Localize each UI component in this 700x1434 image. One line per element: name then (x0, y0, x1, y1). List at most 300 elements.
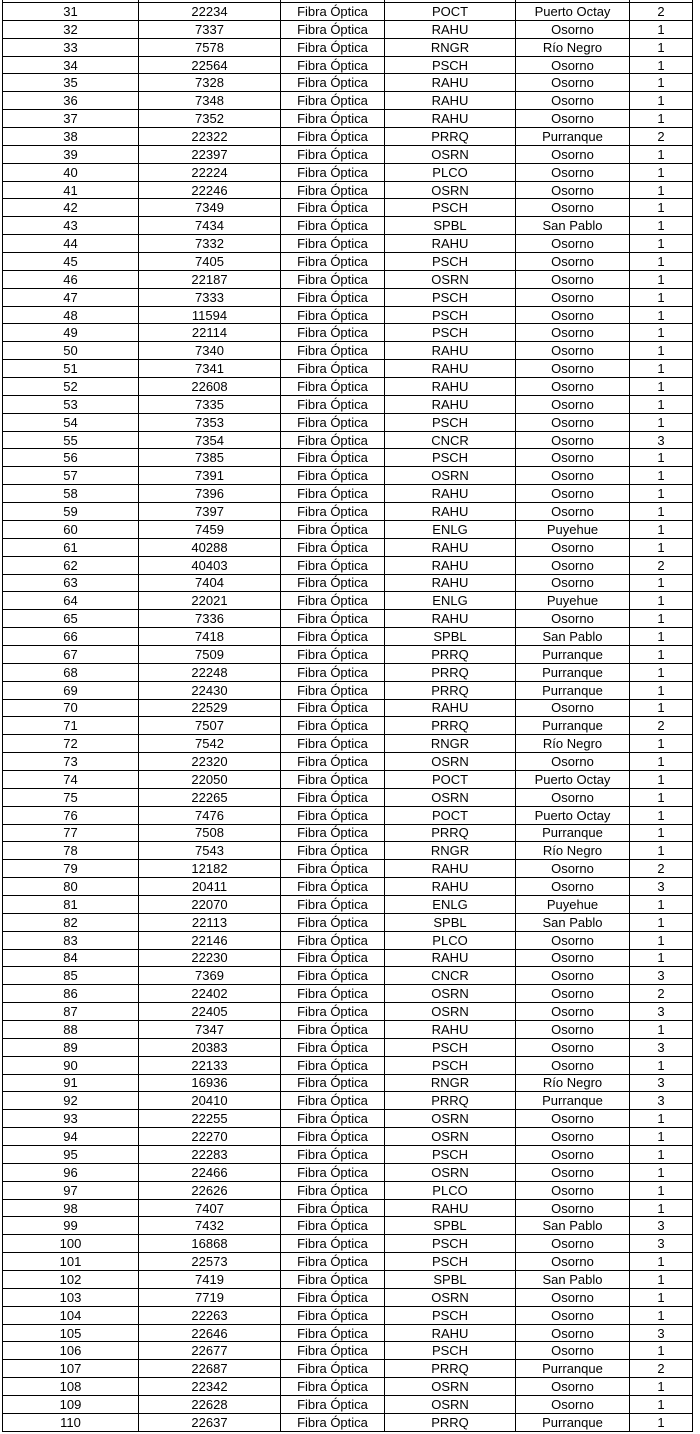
row-number-cell: 95 (3, 1146, 139, 1164)
table-row (3, 717, 693, 735)
tipo-cell: Fibra Óptica (281, 592, 385, 610)
row-number-cell: 42 (3, 199, 139, 217)
codigo-cell: RAHU (385, 860, 516, 878)
id-cell: 7419 (139, 1271, 281, 1289)
cantidad-cell: 1 (630, 1271, 693, 1289)
cantidad-cell: 1 (630, 57, 693, 75)
row-number-cell: 68 (3, 664, 139, 682)
cantidad-cell: 3 (630, 1003, 693, 1021)
id-cell: 7578 (139, 39, 281, 57)
id-cell: 7397 (139, 503, 281, 521)
id-cell: 22529 (139, 700, 281, 718)
table-row (3, 1396, 693, 1414)
tipo-cell: Fibra Óptica (281, 646, 385, 664)
id-cell: 7332 (139, 235, 281, 253)
row-number-cell: 69 (3, 682, 139, 700)
codigo-cell: PSCH (385, 1057, 516, 1075)
table-row (3, 39, 693, 57)
table-row (3, 700, 693, 718)
id-cell: 7369 (139, 967, 281, 985)
id-cell: 7542 (139, 735, 281, 753)
codigo-cell: RAHU (385, 1325, 516, 1343)
comuna-cell: Osorno (516, 289, 630, 307)
table-row (3, 860, 693, 878)
tipo-cell: Fibra Óptica (281, 271, 385, 289)
comuna-cell: Purranque (516, 128, 630, 146)
cantidad-cell: 1 (630, 771, 693, 789)
comuna-cell: Osorno (516, 539, 630, 557)
cantidad-cell: 1 (630, 1396, 693, 1414)
tipo-cell: Fibra Óptica (281, 253, 385, 271)
id-cell: 7507 (139, 717, 281, 735)
cantidad-cell: 1 (630, 74, 693, 92)
id-cell: 40403 (139, 557, 281, 575)
tipo-cell: Fibra Óptica (281, 575, 385, 593)
id-cell: 22608 (139, 378, 281, 396)
cantidad-cell: 1 (630, 182, 693, 200)
row-number-cell: 38 (3, 128, 139, 146)
tipo-cell: Fibra Óptica (281, 307, 385, 325)
codigo-cell: POCT (385, 771, 516, 789)
cantidad-cell: 1 (630, 1182, 693, 1200)
codigo-cell: PSCH (385, 1235, 516, 1253)
id-cell: 7335 (139, 396, 281, 414)
table-row (3, 57, 693, 75)
codigo-cell: POCT (385, 807, 516, 825)
row-number-cell: 66 (3, 628, 139, 646)
id-cell: 22133 (139, 1057, 281, 1075)
comuna-cell: Puyehue (516, 521, 630, 539)
codigo-cell: RAHU (385, 878, 516, 896)
id-cell: 22320 (139, 753, 281, 771)
codigo-cell: CNCR (385, 432, 516, 450)
comuna-cell: Osorno (516, 878, 630, 896)
id-cell: 22573 (139, 1253, 281, 1271)
id-cell: 22248 (139, 664, 281, 682)
codigo-cell: PSCH (385, 307, 516, 325)
comuna-cell: Purranque (516, 825, 630, 843)
codigo-cell: PRRQ (385, 128, 516, 146)
row-number-cell: 33 (3, 39, 139, 57)
codigo-cell: PLCO (385, 164, 516, 182)
id-cell: 22234 (139, 3, 281, 21)
comuna-cell: Osorno (516, 146, 630, 164)
row-number-cell: 109 (3, 1396, 139, 1414)
tipo-cell: Fibra Óptica (281, 199, 385, 217)
cantidad-cell: 3 (630, 1092, 693, 1110)
table-cell (385, 0, 516, 2)
table-row (3, 1414, 693, 1432)
comuna-cell: Osorno (516, 1039, 630, 1057)
tipo-cell: Fibra Óptica (281, 628, 385, 646)
codigo-cell: CNCR (385, 967, 516, 985)
table-row (3, 1360, 693, 1378)
id-cell: 22070 (139, 896, 281, 914)
table-row (3, 1200, 693, 1218)
id-cell: 22628 (139, 1396, 281, 1414)
row-number-cell: 62 (3, 557, 139, 575)
row-number-cell: 97 (3, 1182, 139, 1200)
row-number-cell: 56 (3, 449, 139, 467)
table-row (3, 1271, 693, 1289)
id-cell: 16868 (139, 1235, 281, 1253)
table-row (3, 646, 693, 664)
cantidad-cell: 3 (630, 1075, 693, 1093)
comuna-cell: Osorno (516, 235, 630, 253)
row-number-cell: 84 (3, 950, 139, 968)
table-row (3, 1021, 693, 1039)
codigo-cell: SPBL (385, 1217, 516, 1235)
tipo-cell: Fibra Óptica (281, 1271, 385, 1289)
table-row (3, 3, 693, 21)
codigo-cell: RAHU (385, 610, 516, 628)
comuna-cell: San Pablo (516, 914, 630, 932)
codigo-cell: OSRN (385, 1128, 516, 1146)
codigo-cell: PSCH (385, 1039, 516, 1057)
comuna-cell: Osorno (516, 324, 630, 342)
comuna-cell: Osorno (516, 1289, 630, 1307)
cantidad-cell: 1 (630, 1128, 693, 1146)
id-cell: 22246 (139, 182, 281, 200)
table-cell (281, 0, 385, 2)
row-number-cell: 91 (3, 1075, 139, 1093)
id-cell: 20411 (139, 878, 281, 896)
table-row (3, 1039, 693, 1057)
codigo-cell: PSCH (385, 199, 516, 217)
id-cell: 7336 (139, 610, 281, 628)
tipo-cell: Fibra Óptica (281, 1396, 385, 1414)
cantidad-cell: 1 (630, 1342, 693, 1360)
id-cell: 22677 (139, 1342, 281, 1360)
cantidad-cell: 1 (630, 950, 693, 968)
table-row (3, 771, 693, 789)
cantidad-cell: 1 (630, 646, 693, 664)
codigo-cell: PLCO (385, 1182, 516, 1200)
cantidad-cell: 1 (630, 842, 693, 860)
tipo-cell: Fibra Óptica (281, 146, 385, 164)
row-number-cell: 52 (3, 378, 139, 396)
id-cell: 7354 (139, 432, 281, 450)
codigo-cell: RAHU (385, 378, 516, 396)
table-row (3, 467, 693, 485)
id-cell: 22187 (139, 271, 281, 289)
row-number-cell: 51 (3, 360, 139, 378)
table-row (3, 1092, 693, 1110)
table-row (3, 289, 693, 307)
table-row (3, 557, 693, 575)
codigo-cell: PSCH (385, 1253, 516, 1271)
row-number-cell: 47 (3, 289, 139, 307)
table-row (3, 735, 693, 753)
tipo-cell: Fibra Óptica (281, 39, 385, 57)
comuna-cell: Purranque (516, 682, 630, 700)
table-row (3, 682, 693, 700)
row-number-cell: 39 (3, 146, 139, 164)
row-number-cell: 36 (3, 92, 139, 110)
tipo-cell: Fibra Óptica (281, 485, 385, 503)
row-number-cell: 81 (3, 896, 139, 914)
table-row (3, 1003, 693, 1021)
cantidad-cell: 2 (630, 860, 693, 878)
tipo-cell: Fibra Óptica (281, 1128, 385, 1146)
row-number-cell: 46 (3, 271, 139, 289)
tipo-cell: Fibra Óptica (281, 217, 385, 235)
tipo-cell: Fibra Óptica (281, 789, 385, 807)
id-cell: 7349 (139, 199, 281, 217)
id-cell: 22430 (139, 682, 281, 700)
id-cell: 22146 (139, 932, 281, 950)
table-row (3, 1342, 693, 1360)
comuna-cell: Puerto Octay (516, 807, 630, 825)
codigo-cell: RAHU (385, 485, 516, 503)
cantidad-cell: 1 (630, 1164, 693, 1182)
comuna-cell: Osorno (516, 1057, 630, 1075)
row-number-cell: 49 (3, 324, 139, 342)
codigo-cell: RAHU (385, 92, 516, 110)
table-row (3, 485, 693, 503)
table-row (3, 521, 693, 539)
id-cell: 7719 (139, 1289, 281, 1307)
row-number-cell: 108 (3, 1378, 139, 1396)
cantidad-cell: 1 (630, 914, 693, 932)
tipo-cell: Fibra Óptica (281, 1003, 385, 1021)
table-row (3, 1289, 693, 1307)
row-number-cell: 83 (3, 932, 139, 950)
id-cell: 20383 (139, 1039, 281, 1057)
tipo-cell: Fibra Óptica (281, 128, 385, 146)
tipo-cell: Fibra Óptica (281, 1378, 385, 1396)
comuna-cell: San Pablo (516, 1217, 630, 1235)
comuna-cell: Osorno (516, 1200, 630, 1218)
row-number-cell: 79 (3, 860, 139, 878)
row-number-cell: 76 (3, 807, 139, 825)
row-number-cell: 50 (3, 342, 139, 360)
codigo-cell: PRRQ (385, 664, 516, 682)
cantidad-cell: 1 (630, 467, 693, 485)
row-number-cell: 67 (3, 646, 139, 664)
table-row (3, 575, 693, 593)
tipo-cell: Fibra Óptica (281, 521, 385, 539)
tipo-cell: Fibra Óptica (281, 1414, 385, 1432)
cantidad-cell: 1 (630, 1253, 693, 1271)
tipo-cell: Fibra Óptica (281, 735, 385, 753)
cantidad-cell: 1 (630, 1057, 693, 1075)
cantidad-cell: 1 (630, 396, 693, 414)
table-row (3, 664, 693, 682)
row-number-cell: 35 (3, 74, 139, 92)
codigo-cell: RAHU (385, 539, 516, 557)
cantidad-cell: 1 (630, 164, 693, 182)
table-row (3, 307, 693, 325)
comuna-cell: Osorno (516, 1146, 630, 1164)
table-row (3, 449, 693, 467)
row-number-cell: 45 (3, 253, 139, 271)
cantidad-cell: 1 (630, 39, 693, 57)
cantidad-cell: 2 (630, 1360, 693, 1378)
codigo-cell: RAHU (385, 342, 516, 360)
comuna-cell: Osorno (516, 753, 630, 771)
comuna-cell: Osorno (516, 182, 630, 200)
table-row (3, 1057, 693, 1075)
table-row (3, 271, 693, 289)
cantidad-cell: 3 (630, 878, 693, 896)
tipo-cell: Fibra Óptica (281, 950, 385, 968)
table-row (3, 842, 693, 860)
comuna-cell: San Pablo (516, 628, 630, 646)
table-row (3, 1182, 693, 1200)
codigo-cell: RNGR (385, 1075, 516, 1093)
row-number-cell: 74 (3, 771, 139, 789)
codigo-cell: RAHU (385, 235, 516, 253)
codigo-cell: SPBL (385, 217, 516, 235)
tipo-cell: Fibra Óptica (281, 1325, 385, 1343)
codigo-cell: SPBL (385, 914, 516, 932)
cantidad-cell: 1 (630, 825, 693, 843)
codigo-cell: PSCH (385, 57, 516, 75)
table-row (3, 1307, 693, 1325)
cantidad-cell: 1 (630, 682, 693, 700)
id-cell: 22255 (139, 1110, 281, 1128)
tipo-cell: Fibra Óptica (281, 1360, 385, 1378)
id-cell: 22263 (139, 1307, 281, 1325)
comuna-cell: Osorno (516, 575, 630, 593)
comuna-cell: Osorno (516, 271, 630, 289)
id-cell: 22224 (139, 164, 281, 182)
table-row (3, 110, 693, 128)
id-cell: 7434 (139, 217, 281, 235)
row-number-cell: 102 (3, 1271, 139, 1289)
row-number-cell: 48 (3, 307, 139, 325)
cantidad-cell: 2 (630, 985, 693, 1003)
comuna-cell: Osorno (516, 967, 630, 985)
codigo-cell: RAHU (385, 1021, 516, 1039)
comuna-cell: Osorno (516, 1128, 630, 1146)
id-cell: 22646 (139, 1325, 281, 1343)
table-row (3, 950, 693, 968)
row-number-cell: 110 (3, 1414, 139, 1432)
row-number-cell: 40 (3, 164, 139, 182)
tipo-cell: Fibra Óptica (281, 1021, 385, 1039)
cantidad-cell: 2 (630, 557, 693, 575)
comuna-cell: Río Negro (516, 39, 630, 57)
codigo-cell: OSRN (385, 146, 516, 164)
table-row (3, 628, 693, 646)
comuna-cell: Osorno (516, 199, 630, 217)
cantidad-cell: 1 (630, 235, 693, 253)
tipo-cell: Fibra Óptica (281, 557, 385, 575)
table-row (3, 753, 693, 771)
comuna-cell: Osorno (516, 1003, 630, 1021)
codigo-cell: PLCO (385, 932, 516, 950)
tipo-cell: Fibra Óptica (281, 1075, 385, 1093)
cantidad-cell: 1 (630, 378, 693, 396)
codigo-cell: SPBL (385, 628, 516, 646)
row-number-cell: 31 (3, 3, 139, 21)
tipo-cell: Fibra Óptica (281, 1342, 385, 1360)
comuna-cell: Osorno (516, 860, 630, 878)
row-number-cell: 53 (3, 396, 139, 414)
tipo-cell: Fibra Óptica (281, 753, 385, 771)
table-row (3, 878, 693, 896)
table-row (3, 74, 693, 92)
codigo-cell: ENLG (385, 521, 516, 539)
row-number-cell: 94 (3, 1128, 139, 1146)
table-row (3, 182, 693, 200)
row-number-cell: 64 (3, 592, 139, 610)
table-row (3, 932, 693, 950)
data-table (2, 0, 693, 1432)
tipo-cell: Fibra Óptica (281, 1182, 385, 1200)
table-row (3, 1110, 693, 1128)
table-row (3, 217, 693, 235)
codigo-cell: OSRN (385, 753, 516, 771)
tipo-cell: Fibra Óptica (281, 396, 385, 414)
comuna-cell: Puerto Octay (516, 3, 630, 21)
comuna-cell: Osorno (516, 1396, 630, 1414)
row-number-cell: 57 (3, 467, 139, 485)
cantidad-cell: 2 (630, 717, 693, 735)
table-row (3, 432, 693, 450)
id-cell: 40288 (139, 539, 281, 557)
codigo-cell: PSCH (385, 253, 516, 271)
id-cell: 22637 (139, 1414, 281, 1432)
id-cell: 22405 (139, 1003, 281, 1021)
cantidad-cell: 1 (630, 1414, 693, 1432)
row-number-cell: 106 (3, 1342, 139, 1360)
tipo-cell: Fibra Óptica (281, 771, 385, 789)
table-row (3, 807, 693, 825)
comuna-cell: Osorno (516, 467, 630, 485)
comuna-cell: San Pablo (516, 1271, 630, 1289)
row-number-cell: 93 (3, 1110, 139, 1128)
codigo-cell: OSRN (385, 1289, 516, 1307)
cantidad-cell: 1 (630, 1146, 693, 1164)
tipo-cell: Fibra Óptica (281, 878, 385, 896)
codigo-cell: RAHU (385, 575, 516, 593)
comuna-cell: Purranque (516, 646, 630, 664)
tipo-cell: Fibra Óptica (281, 182, 385, 200)
id-cell: 7543 (139, 842, 281, 860)
tipo-cell: Fibra Óptica (281, 1253, 385, 1271)
tipo-cell: Fibra Óptica (281, 21, 385, 39)
codigo-cell: OSRN (385, 1396, 516, 1414)
id-cell: 12182 (139, 860, 281, 878)
id-cell: 7348 (139, 92, 281, 110)
codigo-cell: OSRN (385, 789, 516, 807)
table-body (3, 3, 693, 1432)
row-number-cell: 34 (3, 57, 139, 75)
cantidad-cell: 1 (630, 1200, 693, 1218)
codigo-cell: PSCH (385, 1146, 516, 1164)
table-row (3, 1217, 693, 1235)
cantidad-cell: 1 (630, 700, 693, 718)
codigo-cell: RNGR (385, 842, 516, 860)
cantidad-cell: 1 (630, 932, 693, 950)
tipo-cell: Fibra Óptica (281, 700, 385, 718)
table-row (3, 235, 693, 253)
row-number-cell: 78 (3, 842, 139, 860)
id-cell: 7432 (139, 1217, 281, 1235)
cantidad-cell: 2 (630, 128, 693, 146)
codigo-cell: OSRN (385, 985, 516, 1003)
row-number-cell: 99 (3, 1217, 139, 1235)
comuna-cell: Osorno (516, 449, 630, 467)
row-number-cell: 85 (3, 967, 139, 985)
id-cell: 11594 (139, 307, 281, 325)
codigo-cell: OSRN (385, 467, 516, 485)
cantidad-cell: 1 (630, 289, 693, 307)
comuna-cell: Osorno (516, 74, 630, 92)
